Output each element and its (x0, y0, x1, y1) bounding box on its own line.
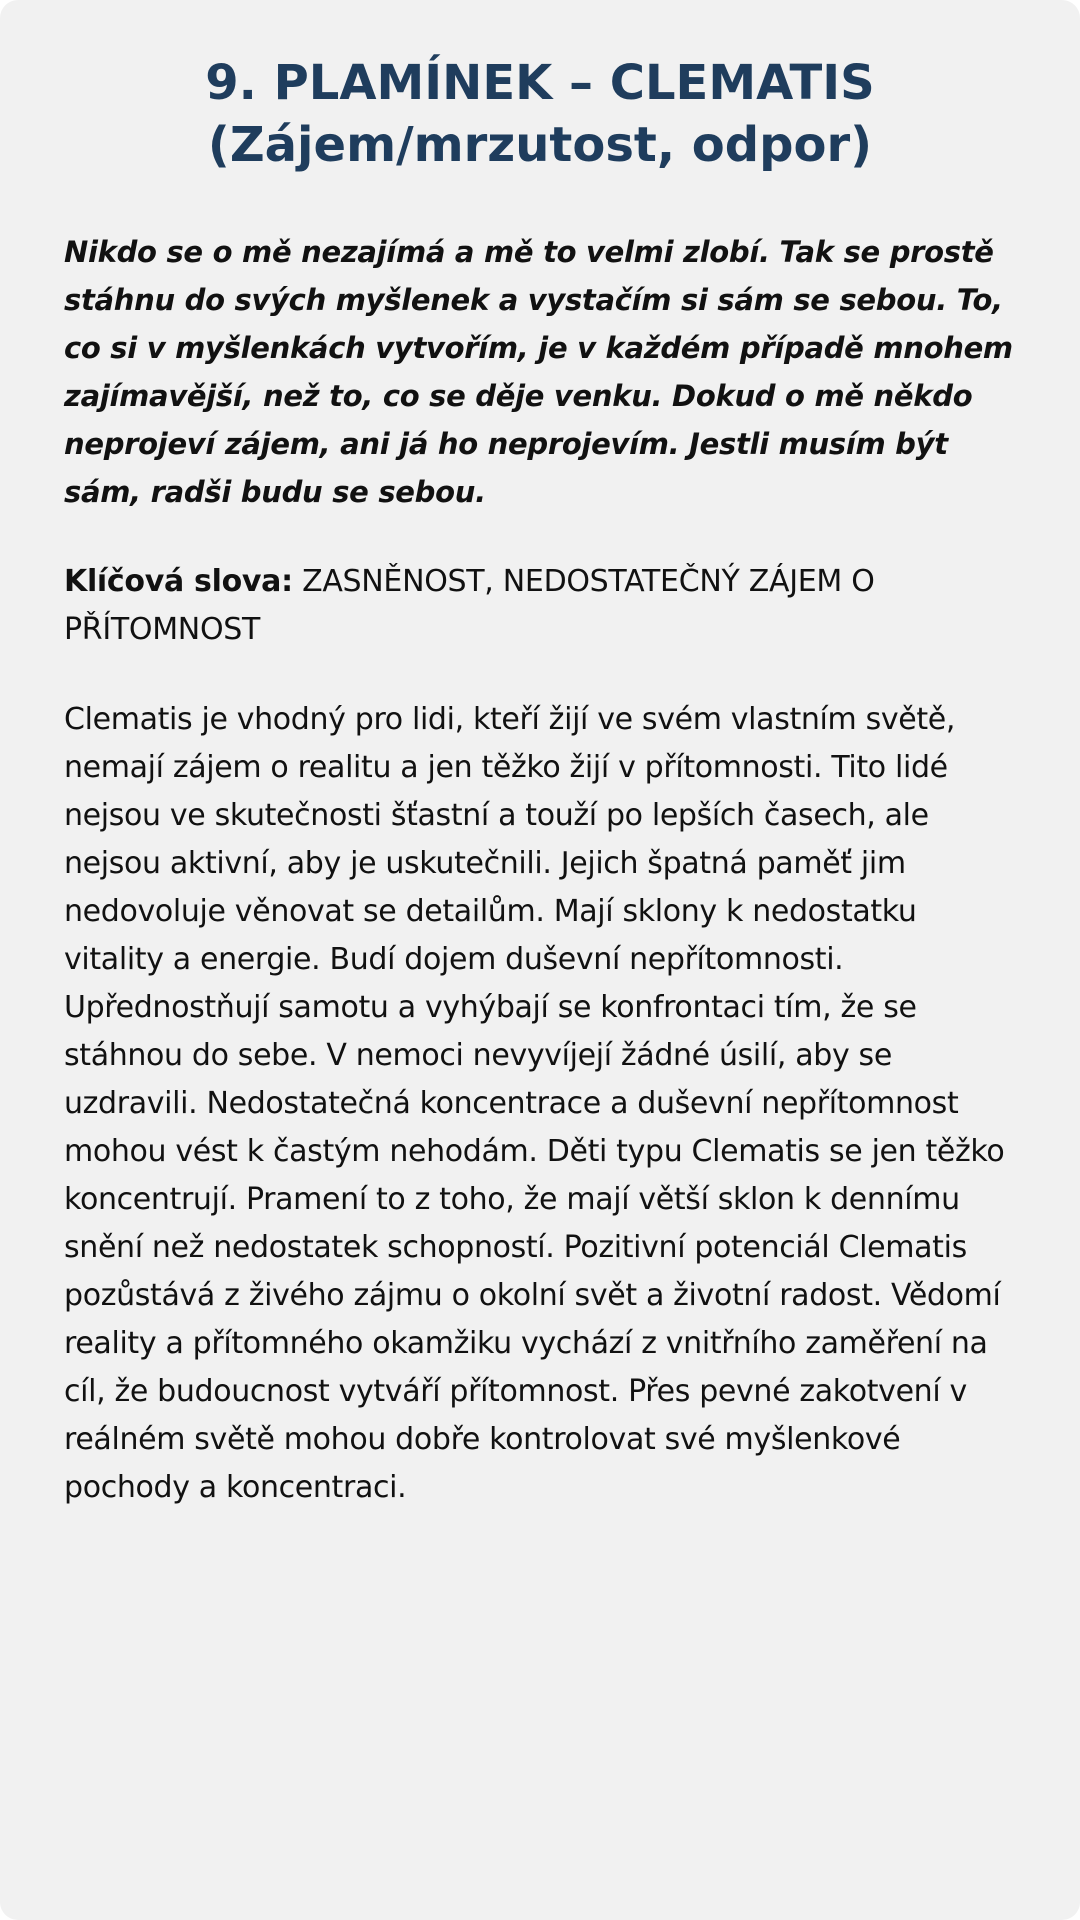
page-title (64, 52, 1016, 176)
keywords-value: ZASNĚNOST, NEDOSTATEČNÝ ZÁJEM O PŘÍTOMNOST (64, 564, 875, 647)
body-text: Clematis je vhodný pro lidi, kteří žijí ve svém vlastním světě, nemají zájem o realitu a jen těžko žijí v přítomnosti. Tito lidé nejsou ve skutečnosti šťastní a touží po lepších časech, ale nejsou aktivní, aby je uskutečnili. Jejich špatná paměť jim nedovoluje věnovat se detailům. Mají sklony k nedostatku vitality a energie. Budí dojem duševní nepřítomnosti. Upřednostňují samotu a vyhýbají se konfrontaci tím, že se stáhnou do sebe. V nemoci nevyvíjejí žádné úsilí, aby se uzdravili. Nedostatečná koncentrace a duševní nepřítomnost mohou vést k častým nehodám. Děti typu Clematis se jen těžko koncentrují. Pramení to z toho, že mají větší sklon k dennímu snění než nedostatek schopností. Pozitivní potenciál Clematis pozůstává z živého zájmu o okolní svět a životní radost. Vědomí reality a přítomného okamžiku vychází z vnitřního zaměření na cíl, že budoucnost vytváří přítomnost. Přes pevné zakotvení v reálném světě mohou dobře kontrolovat své myšlenkové pochody a koncentraci. (64, 702, 1005, 1505)
page-title-line1: 9. PLAMÍNEK – CLEMATIS (205, 55, 875, 111)
page-title-line2: (Zájem/mrzutost, odpor) (207, 117, 873, 173)
keywords (64, 558, 1016, 654)
intro-quote: Nikdo se o mě nezajímá a mě to velmi zlobí. Tak se prostě stáhnu do svých myšlenek a vystačím si sám se sebou. To, co si v myšlenkách vytvořím, je v každém případě mnohem zajímavější, než to, co se děje venku. Dokud o mě někdo neprojeví zájem, ani já ho neprojevím. Jestli musím být sám, radši budu se sebou. (64, 235, 1013, 509)
keywords-label: Klíčová slova: (64, 564, 293, 599)
